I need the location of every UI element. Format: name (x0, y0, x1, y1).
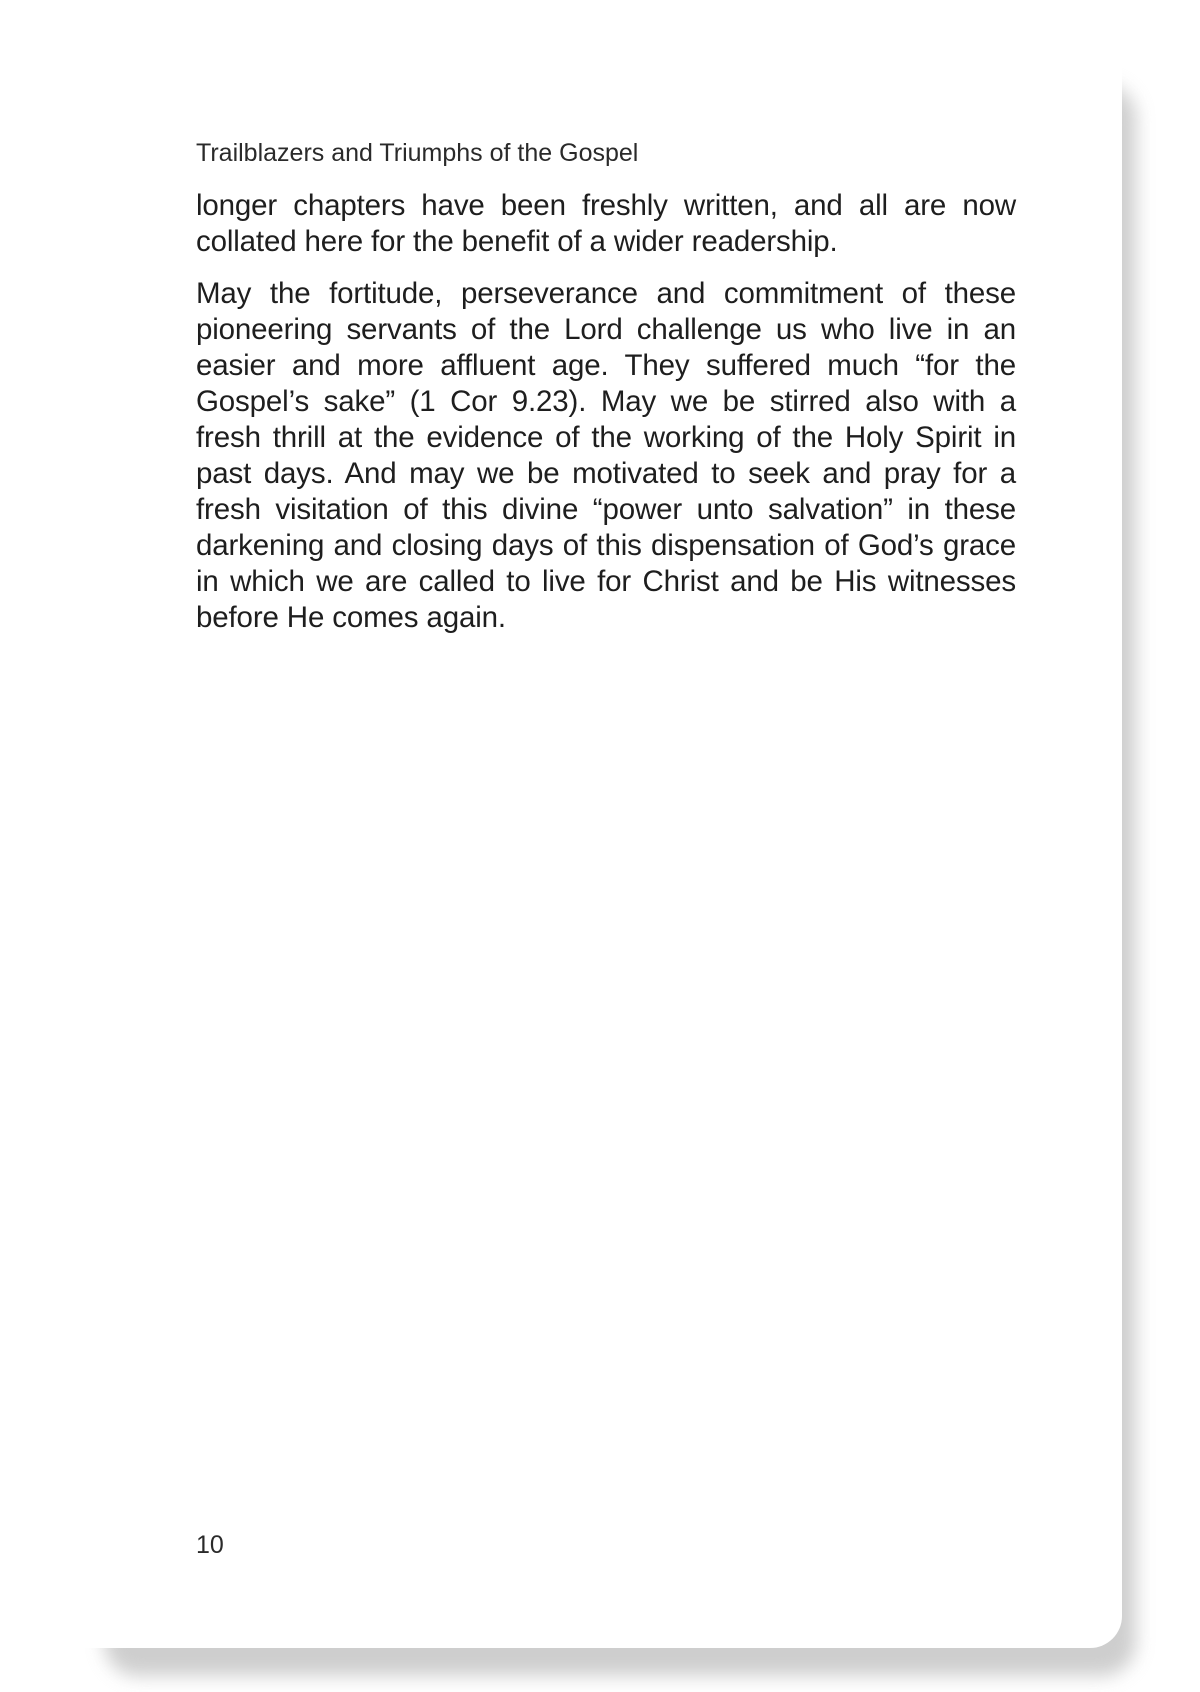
body-text (196, 188, 1016, 652)
running-header: Trailblazers and Triumphs of the Gospel (196, 139, 639, 167)
paragraph-closing: May the fortitude, perseverance and commitment of these pioneering servants of the Lord challenge us who live in an easier and more affluent age. They suffered much “for the Gospel’s sake” (1 Cor 9.23). May we be stirred also with a fresh thrill at the evidence of the working of the Holy Spirit in past days. And may we be motivated to seek and pray for a fresh visitation of this divine “power unto salvation” in these darkening and closing days of this dispensation of God’s grace in which we are called to live for Christ and be His witnesses before He comes again. (196, 277, 1016, 634)
paragraph-continuation: longer chapters have been freshly written, and all are now collated here for the benefit of a wider readership. (196, 189, 1016, 258)
page-number: 10 (196, 1531, 224, 1559)
